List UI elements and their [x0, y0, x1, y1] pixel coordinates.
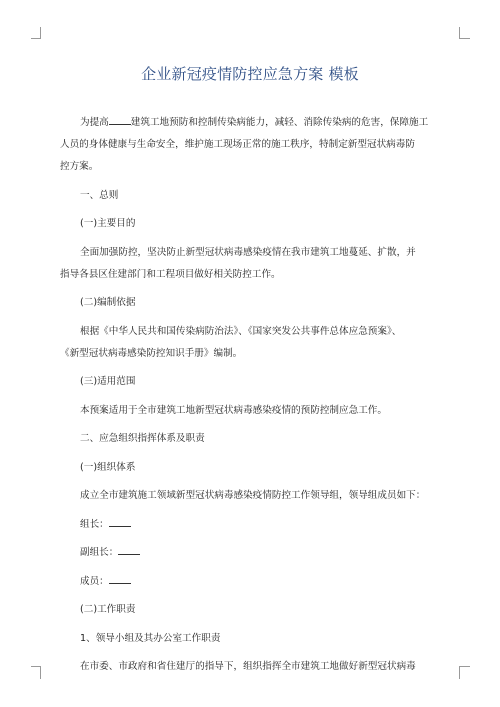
crop-mark-bottom-left — [31, 666, 41, 679]
intro-line-1 — [60, 112, 452, 134]
member-blank — [109, 574, 131, 584]
crop-mark-bottom-right — [459, 666, 470, 679]
section-2-1-line-1: 成立全市建筑施工领域新型冠状病毒感染疫情防控工作领导组，领导组成员如下： — [80, 490, 426, 501]
member-label: 成员： — [80, 575, 109, 587]
deputy-label: 副组长： — [80, 547, 119, 558]
section-1-2-heading: (二)编制依据 — [80, 297, 136, 308]
member-line — [60, 571, 452, 593]
section-1-1-heading: (一)主要目的 — [80, 218, 136, 229]
section-2-2-1-line-1: 在市委、市政府和省住建厅的指导下，组织指挥全市建筑工地做好新型冠状病毒 — [80, 661, 416, 672]
section-1-3-line-1: 本预案适用于全市建筑工地新型冠状病毒感染疫情的预防控制应急工作。 — [80, 404, 387, 416]
deputy-line — [60, 542, 452, 564]
section-2-heading: 二、应急组织指挥体系及职责 — [80, 433, 205, 444]
section-2-2-1-heading: 1、领导小组及其办公室工作职责 — [80, 632, 221, 644]
section-1-1-line-1: 全面加强防控，坚决防止新型冠状病毒感染疫情在我市建筑工地蔓延、扩散，并 — [80, 246, 416, 258]
deputy-blank — [118, 545, 140, 555]
crop-mark-top-left — [31, 27, 41, 39]
document-title: 企业新冠疫情防控应急方案 模板 — [141, 65, 359, 83]
section-1-1-line-2: 指导各县区住建部门和工程项目做好相关防控工作。 — [60, 268, 281, 280]
section-1-3-heading: (三)适用范围 — [80, 376, 136, 387]
section-1-heading: 一、总则 — [80, 189, 119, 201]
leader-line — [60, 514, 452, 536]
section-1-2-line-2: 《新型冠状病毒感染防控知识手册》编制。 — [60, 347, 243, 359]
crop-mark-top-right — [459, 27, 470, 39]
document-body — [60, 112, 452, 678]
section-2-1-heading: (一)组织体系 — [80, 461, 136, 473]
intro-suffix: 建筑工地预防和控制传染病能力，减轻、消除传染病的危害，保障施工 — [130, 117, 429, 128]
section-1-2-line-1: 根据《中华人民共和国传染病防治法》、《国家突发公共事件总体应急预案》、 — [80, 325, 402, 337]
intro-line-3: 控方案。 — [60, 161, 99, 172]
leader-label: 组长： — [80, 518, 109, 530]
intro-prefix: 为提高 — [80, 117, 109, 128]
section-2-2-heading: (二)工作职责 — [80, 604, 136, 615]
intro-blank — [109, 115, 131, 125]
leader-blank — [109, 517, 131, 527]
intro-line-2: 人员的身体健康与生命安全，维护施工现场正常的施工秩序，特制定新型冠状病毒防 — [60, 139, 415, 150]
